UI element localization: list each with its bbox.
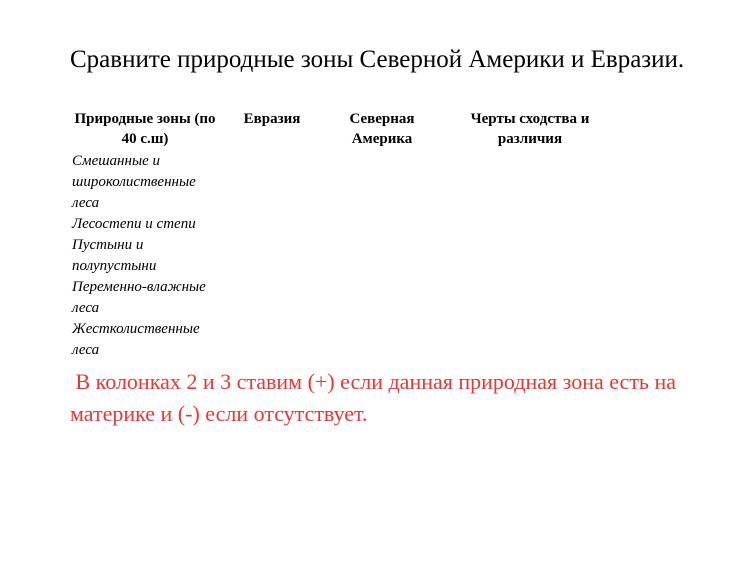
north-america-cell [322, 214, 442, 235]
north-america-cell [322, 277, 442, 319]
table-row [68, 214, 618, 235]
slide-title: Сравните природные зоны Северной Америки и Евразии. [70, 46, 685, 73]
table-header-row [68, 108, 618, 151]
header-natural-zones: Природные зоны (по 40 с.ш) [74, 111, 216, 147]
zone-name: Смешанные и широколиственные леса [72, 153, 196, 211]
eurasia-cell [222, 235, 322, 277]
zone-name: Пустыни и полупустыни [72, 237, 157, 274]
header-north-america: Северная Америка [349, 111, 415, 147]
zone-name: Переменно-влажные леса [72, 279, 206, 316]
similarities-cell [442, 277, 618, 319]
eurasia-cell [222, 214, 322, 235]
north-america-cell [322, 319, 442, 361]
north-america-cell [322, 151, 442, 214]
table-row [68, 235, 618, 277]
table-row [68, 151, 618, 214]
similarities-cell [442, 235, 618, 277]
table-row [68, 319, 618, 361]
table-row [68, 277, 618, 319]
header-similarities-differences: Черты сходства и различия [470, 111, 590, 147]
header-eurasia: Евразия [243, 111, 301, 127]
north-america-cell [322, 235, 442, 277]
eurasia-cell [222, 319, 322, 361]
zone-name: Жестколиственные леса [72, 321, 200, 358]
eurasia-cell [222, 151, 322, 214]
eurasia-cell [222, 277, 322, 319]
similarities-cell [442, 214, 618, 235]
similarities-cell [442, 151, 618, 214]
similarities-cell [442, 319, 618, 361]
instruction-note: В колонках 2 и 3 ставим (+) если данная природная зона есть на материке и (-) если отсутствует. [70, 369, 682, 426]
comparison-table [68, 108, 618, 361]
zone-name: Лесостепи и степи [72, 216, 196, 232]
